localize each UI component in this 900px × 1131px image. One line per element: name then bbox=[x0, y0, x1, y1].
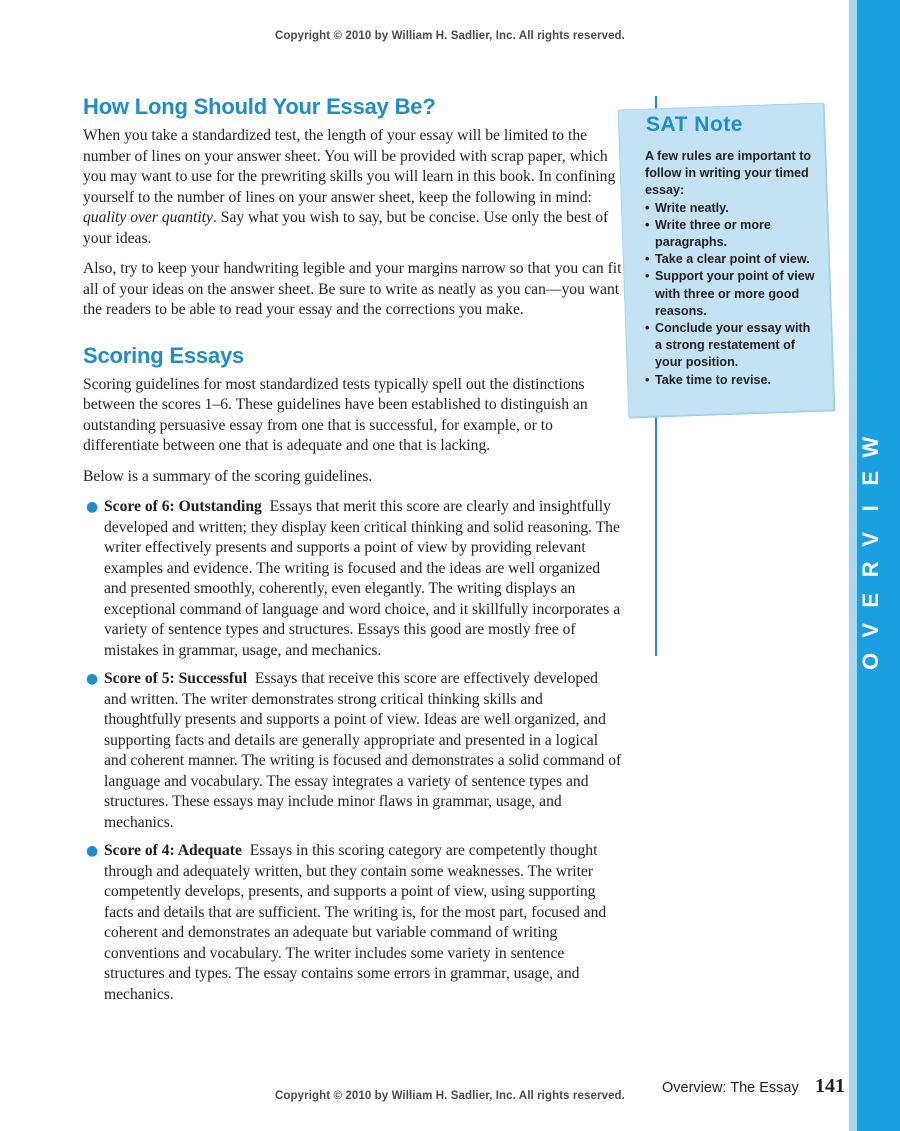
bullet-icon: • bbox=[645, 269, 650, 284]
score-description: Essays that merit this score are clearly and insightfully developed and written; they display keen critical thinking and solid reasoning. The writer effectively presents and supports a point of view by providing relevant examples and evidence. The writing is focused and the ideas are well organized and presented smoothly, coherently, even elegantly. The writing displays an exceptional command of language and word choice, and it skillfully incorporates a variety of sentence types and structures. Essays this good are mostly free of mistakes in grammar, usage, and mechanics. bbox=[104, 498, 621, 659]
score-description: Essays in this scoring category are competently thought through and adequately written, but they contain some weaknesses. The writer competently develops, presents, and supports a point of view, using supporting facts and details that are sufficient. The writing is, for the most part, focused and coherent and demonstrates an adequate but variable command of writing conventions and vocabulary. The writer includes some variety in sentence structures and types. The essay contains some errors in grammar, usage, and mechanics. bbox=[104, 842, 607, 1003]
bullet-icon: • bbox=[645, 217, 650, 232]
copyright-footer: Copyright © 2010 by William H. Sadlier, Inc. All rights reserved. bbox=[275, 1090, 625, 1102]
copyright-header: Copyright © 2010 by William H. Sadlier, Inc. All rights reserved. bbox=[275, 30, 625, 42]
sat-note-item: • Take time to revise. bbox=[645, 372, 817, 389]
bullet-icon: • bbox=[645, 200, 650, 215]
side-tab-letter: E bbox=[857, 592, 883, 608]
paragraph: Scoring guidelines for most standardized tests typically spell out the distinctions between the scores 1–6. These guidelines have been established to distinguish an outstanding persuasive essay from one that is successful, for example, or to differentiate between one that is adequate and one that is lacking. bbox=[83, 375, 588, 454]
sat-note-title: SAT Note bbox=[646, 113, 743, 136]
list-item bbox=[83, 497, 623, 661]
section-heading-scoring: Scoring Essays bbox=[83, 342, 245, 368]
sat-note-item: • Conclude your essay with a strong restatement of your position. bbox=[645, 321, 811, 370]
sat-note-intro: A few rules are important to follow in writing your timed essay: bbox=[645, 149, 812, 198]
paragraph: Below is a summary of the scoring guidelines. bbox=[83, 467, 373, 485]
footer-section-label: Overview: The Essay bbox=[662, 1080, 799, 1096]
page-number: 141 bbox=[815, 1075, 845, 1097]
paragraph-text: . Say what you wish to say, but be concise. Use only the best of your ideas. bbox=[83, 209, 609, 247]
bullet-icon: • bbox=[645, 321, 650, 336]
bullet-icon: • bbox=[645, 372, 650, 387]
side-tab-letter: O bbox=[857, 652, 883, 670]
sat-note-item: • Write neatly. bbox=[645, 200, 817, 217]
sat-note-item: • Support your point of view with three or more good reasons. bbox=[645, 269, 815, 318]
score-label: Score of 4: Adequate bbox=[104, 842, 242, 859]
bullet-icon: ● bbox=[86, 499, 99, 515]
score-label: Score of 6: Outstanding bbox=[104, 498, 262, 515]
side-tab-overview bbox=[856, 432, 886, 676]
side-tab-letter: V bbox=[857, 622, 883, 638]
sat-note-item: • Take a clear point of view. bbox=[645, 251, 817, 268]
side-tab-letter: I bbox=[857, 505, 883, 512]
bullet-icon: • bbox=[645, 252, 650, 267]
paragraph: Also, try to keep your handwriting legible and your margins narrow so that you can fit all of your ideas on the answer sheet. Be sure to write as neatly as you can—you want the readers to be able to read your essay and the corrections you make. bbox=[83, 260, 622, 318]
score-description: Essays that receive this score are effectively developed and written. The writer demonstrates strong critical thinking skills and thoughtfully presents and supports a point of view. Ideas are well organized, and supporting facts and details are generally appropriate and presented in a logical and coherent manner. The writing is focused and demonstrates a solid command of language and vocabulary. The essay integrates a variety of sentence types and structures. These essays may include minor flaws in grammar, usage, and mechanics. bbox=[104, 670, 622, 831]
sat-note-list bbox=[645, 200, 817, 389]
score-label: Score of 5: Successful bbox=[104, 670, 248, 687]
side-tab-letter: E bbox=[857, 470, 883, 486]
side-tab-letter: W bbox=[857, 436, 883, 458]
sat-note-body bbox=[645, 148, 817, 389]
side-tab-letter: R bbox=[857, 561, 883, 578]
bullet-icon: ● bbox=[86, 671, 99, 687]
paragraph bbox=[83, 126, 623, 249]
emphasis-text: quality over quantity bbox=[83, 209, 213, 226]
section-heading-essay-length: How Long Should Your Essay Be? bbox=[83, 94, 436, 119]
list-item bbox=[83, 669, 623, 833]
side-tab-letter: V bbox=[857, 531, 883, 547]
list-item bbox=[83, 841, 623, 1005]
score-list bbox=[83, 497, 623, 1005]
sat-note-item: • Write three or more paragraphs. bbox=[645, 217, 771, 250]
bullet-icon: ● bbox=[86, 843, 99, 859]
paragraph-text: When you take a standardized test, the length of your essay will be limited to the number of lines on your answer sheet. You will be provided with scrap paper, which you may want to use for the prewriting skills you will learn in this book. In confining yourself to the number of lines on your answer sheet, keep the following in mind: bbox=[83, 127, 616, 206]
main-content bbox=[83, 94, 623, 1013]
